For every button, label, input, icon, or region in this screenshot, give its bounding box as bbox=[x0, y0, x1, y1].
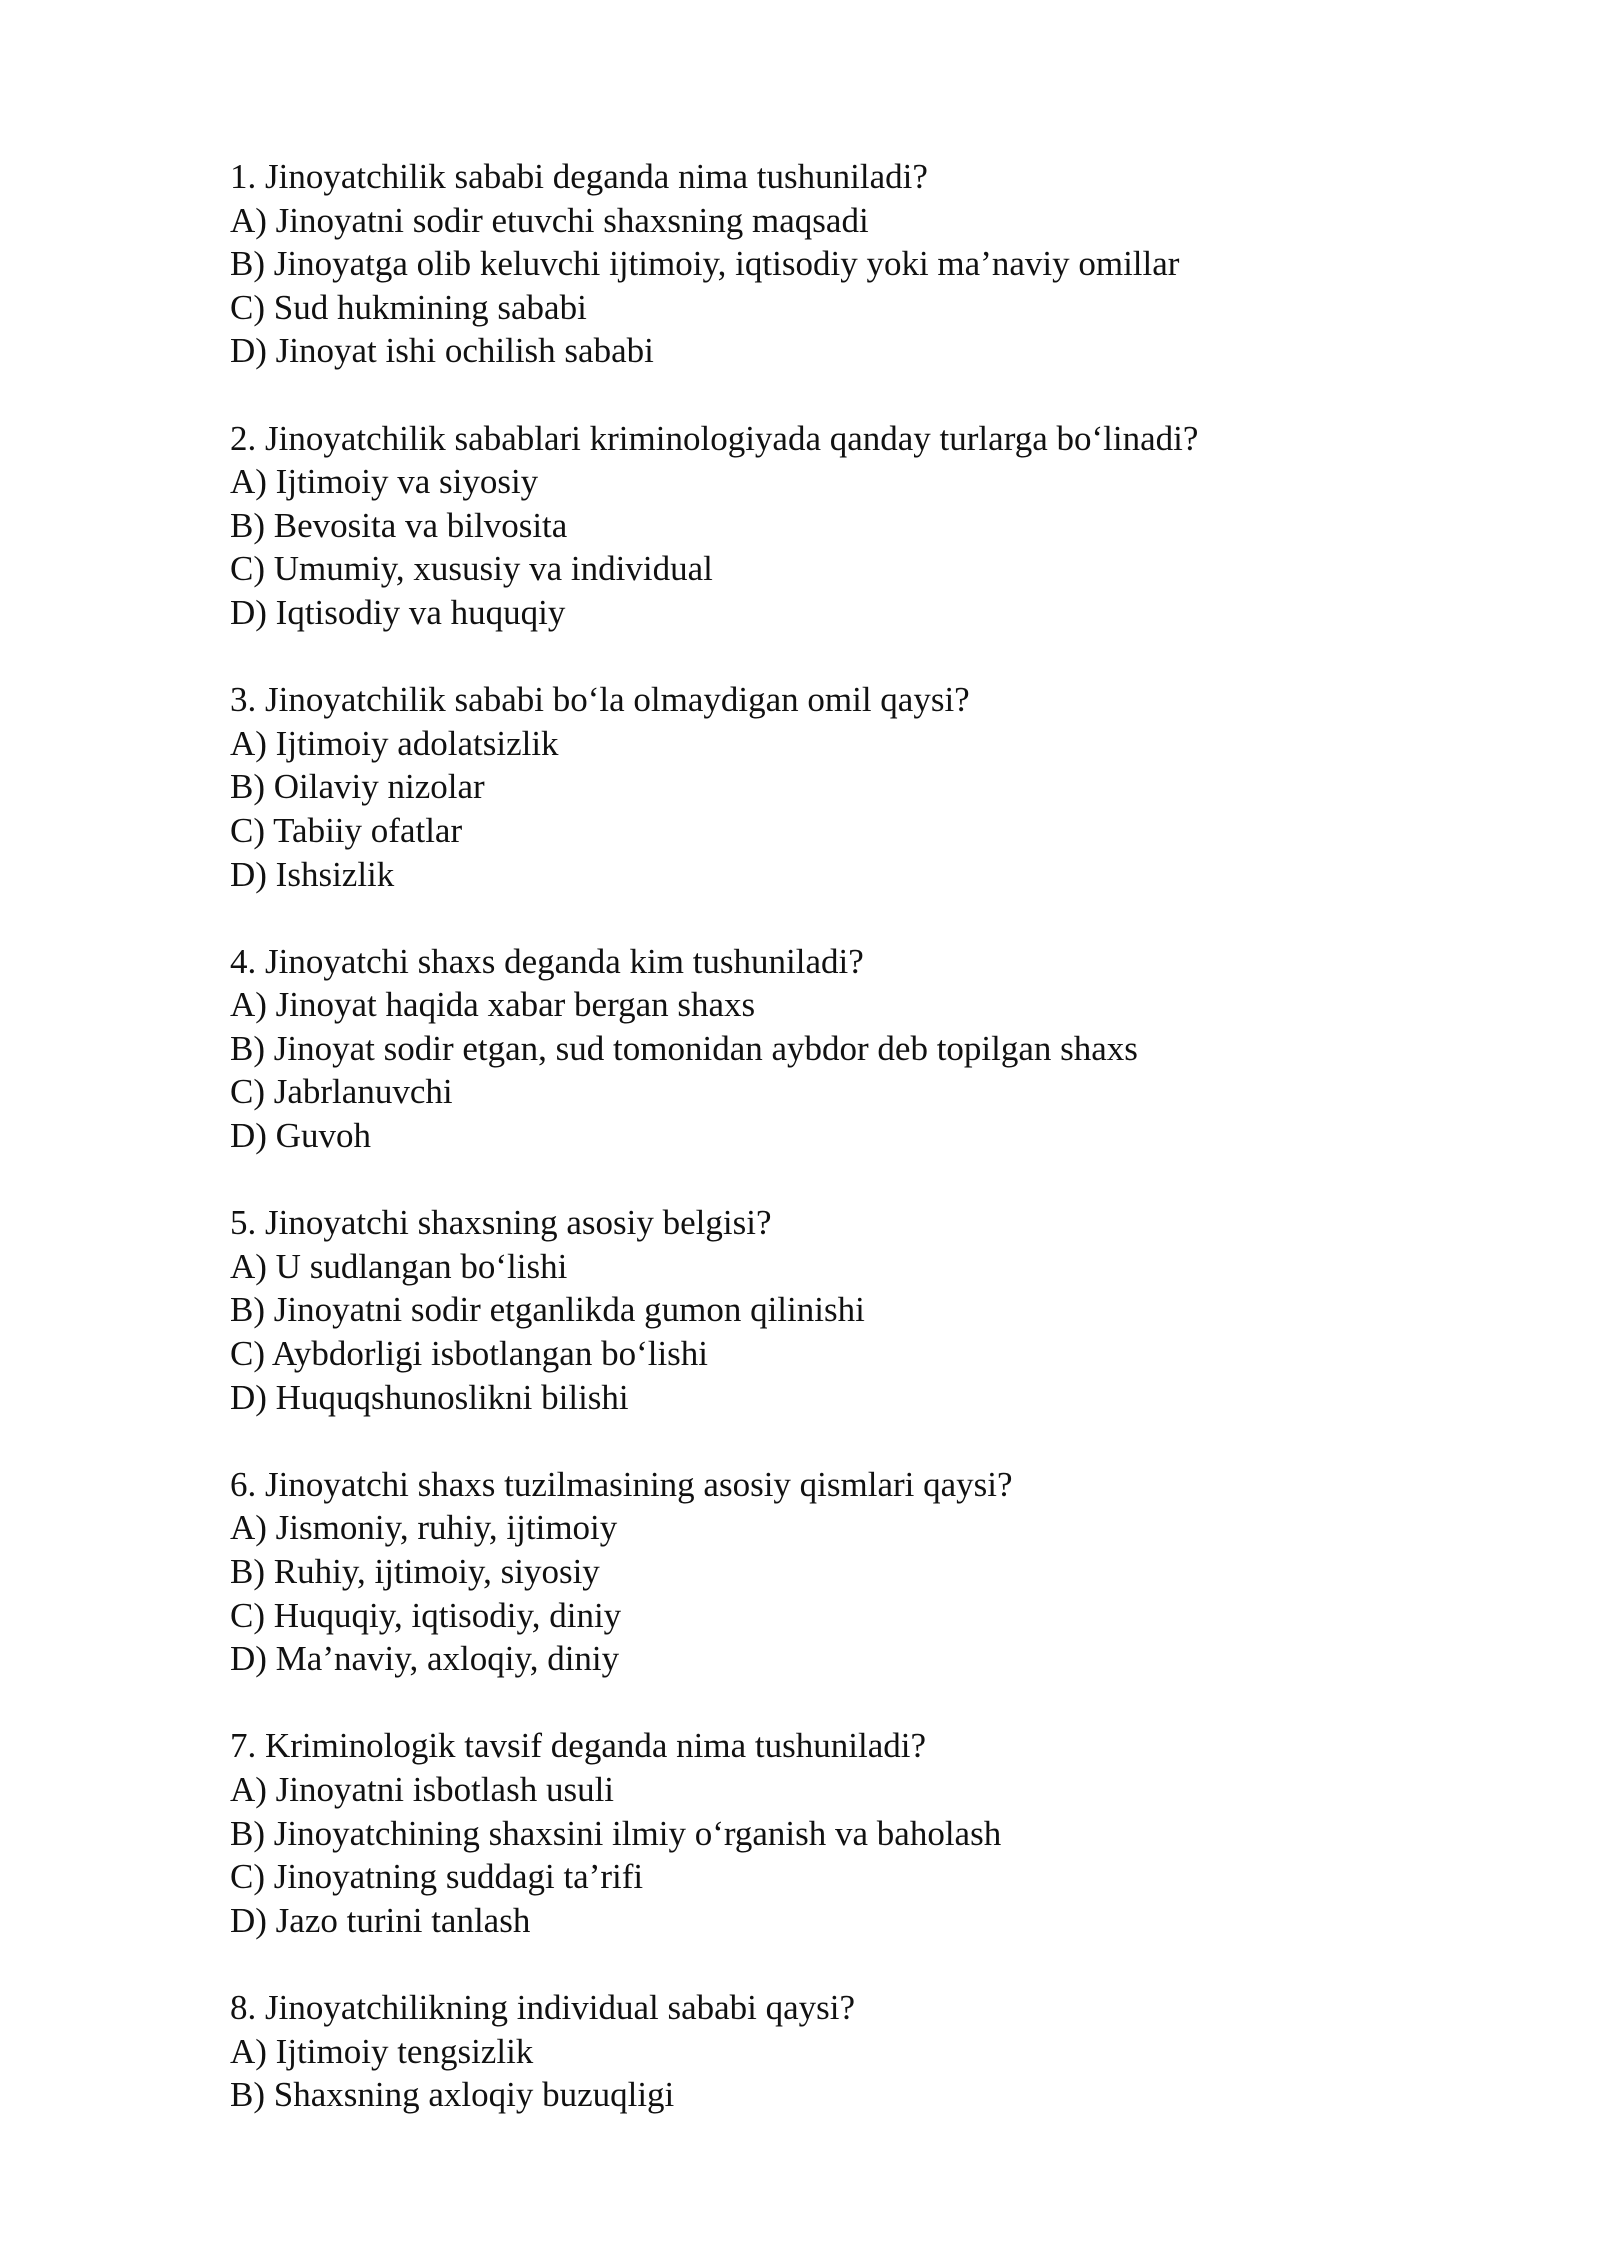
answer-option: B) Shaxsning axloqiy buzuqligi bbox=[230, 2075, 675, 2115]
answer-option: C) Huquqiy, iqtisodiy, diniy bbox=[230, 1595, 622, 1635]
answer-option: B) Bevosita va bilvosita bbox=[230, 505, 568, 545]
answer-option: A) Jinoyatni isbotlash usuli bbox=[230, 1769, 615, 1809]
answer-option: A) Ijtimoiy va siyosiy bbox=[230, 462, 539, 502]
question-text: 5. Jinoyatchi shaxsning asosiy belgisi? bbox=[230, 1203, 772, 1243]
question-block bbox=[230, 1201, 1430, 1419]
question-text: 8. Jinoyatchilikning individual sababi qaysi? bbox=[230, 1987, 856, 2027]
answer-option: C) Jinoyatning suddagi ta’rifi bbox=[230, 1857, 644, 1897]
question-block bbox=[230, 940, 1430, 1158]
answer-option: D) Guvoh bbox=[230, 1116, 371, 1156]
answer-option: C) Umumiy, xususiy va individual bbox=[230, 549, 713, 589]
answer-option: D) Huquqshunoslikni bilishi bbox=[230, 1377, 629, 1417]
answer-option: B) Oilaviy nizolar bbox=[230, 767, 485, 807]
answer-option: A) Jismoniy, ruhiy, ijtimoiy bbox=[230, 1508, 618, 1548]
answer-option: A) Ijtimoiy tengsizlik bbox=[230, 2031, 534, 2071]
question-block bbox=[230, 417, 1430, 635]
question-block bbox=[230, 1986, 1430, 2117]
answer-option: A) Ijtimoiy adolatsizlik bbox=[230, 723, 559, 763]
answer-option: B) Jinoyat sodir etgan, sud tomonidan aybdor deb topilgan shaxs bbox=[230, 1028, 1138, 1068]
answer-option: D) Ma’naviy, axloqiy, diniy bbox=[230, 1639, 620, 1679]
answer-option: D) Jazo turini tanlash bbox=[230, 1900, 531, 1940]
answer-option: D) Jinoyat ishi ochilish sababi bbox=[230, 331, 654, 371]
question-block bbox=[230, 1724, 1430, 1942]
question-text: 7. Kriminologik tavsif deganda nima tushuniladi? bbox=[230, 1726, 926, 1766]
answer-option: C) Jabrlanuvchi bbox=[230, 1072, 453, 1112]
question-text: 6. Jinoyatchi shaxs tuzilmasining asosiy qismlari qaysi? bbox=[230, 1464, 1013, 1504]
answer-option: B) Jinoyatga olib keluvchi ijtimoiy, iqtisodiy yoki ma’naviy omillar bbox=[230, 244, 1180, 284]
question-text: 3. Jinoyatchilik sababi bo‘la olmaydigan omil qaysi? bbox=[230, 680, 970, 720]
question-text: 1. Jinoyatchilik sababi deganda nima tushuniladi? bbox=[230, 157, 928, 196]
question-block bbox=[230, 678, 1430, 896]
answer-option: B) Ruhiy, ijtimoiy, siyosiy bbox=[230, 1552, 600, 1591]
answer-option: D) Iqtisodiy va huquqiy bbox=[230, 592, 566, 632]
question-block bbox=[230, 1463, 1430, 1681]
answer-option: C) Aybdorligi isbotlangan bo‘lishi bbox=[230, 1334, 709, 1374]
question-text: 2. Jinoyatchilik sabablari kriminologiyada qanday turlarga bo‘linadi? bbox=[230, 418, 1199, 458]
question-list bbox=[230, 155, 1430, 2160]
answer-option: B) Jinoyatchining shaxsini ilmiy o‘rganish va baholash bbox=[230, 1813, 1002, 1853]
answer-option: A) U sudlangan bo‘lishi bbox=[230, 1246, 568, 1286]
question-block bbox=[230, 155, 1430, 373]
answer-option: A) Jinoyatni sodir etuvchi shaxsning maqsadi bbox=[230, 200, 869, 240]
question-text: 4. Jinoyatchi shaxs deganda kim tushuniladi? bbox=[230, 941, 864, 981]
answer-option: D) Ishsizlik bbox=[230, 854, 395, 894]
answer-option: B) Jinoyatni sodir etganlikda gumon qilinishi bbox=[230, 1290, 865, 1330]
answer-option: C) Tabiiy ofatlar bbox=[230, 810, 463, 850]
answer-option: A) Jinoyat haqida xabar bergan shaxs bbox=[230, 985, 756, 1025]
answer-option: C) Sud hukmining sababi bbox=[230, 287, 587, 327]
